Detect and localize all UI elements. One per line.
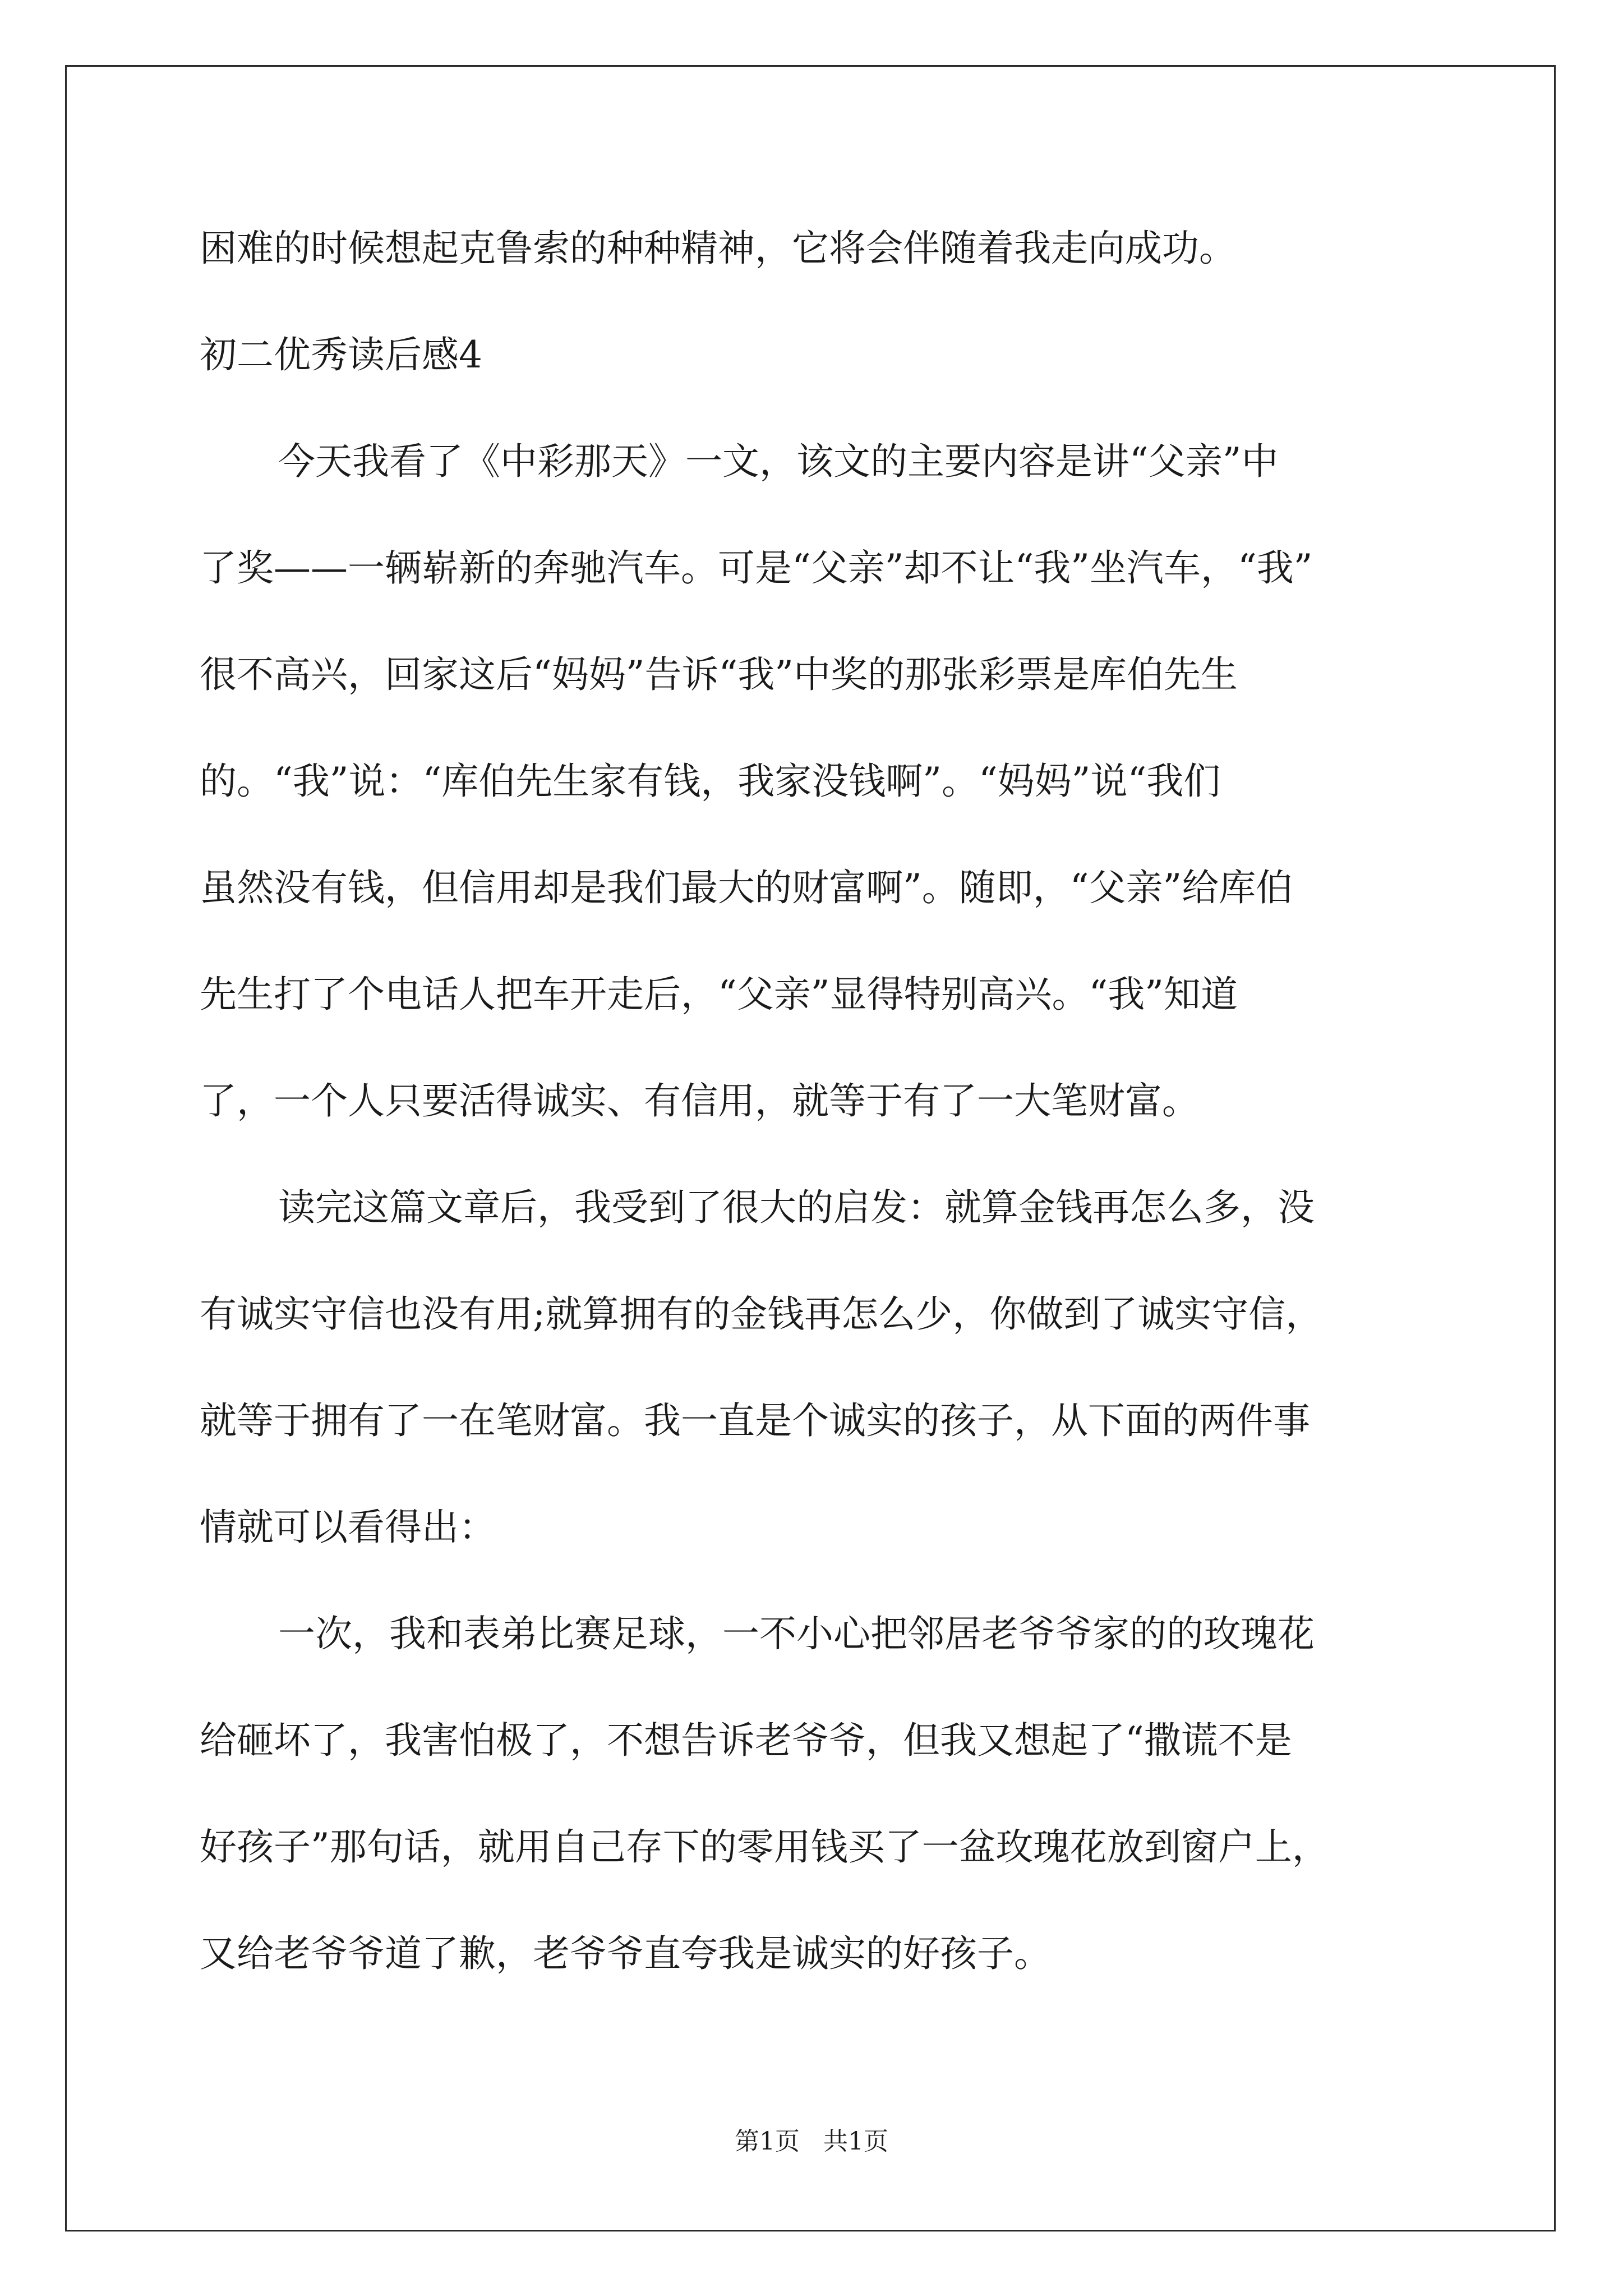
- text-line: 了，一个人只要活得诚实、有信用，就等于有了一大笔财富。: [200, 1079, 1199, 1122]
- text-line: 一次，我和表弟比赛足球，一不小心把邻居老爷爷家的的玫瑰花: [278, 1612, 1315, 1655]
- text-line: 的。“我”说：“库伯先生家有钱，我家没钱啊”。“妈妈”说“我们: [200, 760, 1221, 803]
- section-heading: 初二优秀读后感4: [200, 333, 482, 376]
- text-line: 困难的时候想起克鲁索的种种精神，它将会伴随着我走向成功。: [200, 227, 1236, 270]
- text-line: 好孩子”那句话，就用自己存下的零用钱买了一盆玫瑰花放到窗户上，: [200, 1825, 1329, 1869]
- text-line: 今天我看了《中彩那天》一文，该文的主要内容是讲“父亲”中: [278, 440, 1279, 483]
- text-line: 就等于拥有了一在笔财富。我一直是个诚实的孩子，从下面的两件事: [200, 1399, 1310, 1442]
- text-line: 虽然没有钱，但信用却是我们最大的财富啊”。随即，“父亲”给库伯: [200, 866, 1293, 909]
- page-footer: 第1页 共1页: [735, 2127, 888, 2156]
- text-line: 情就可以看得出：: [200, 1506, 496, 1549]
- text-line: 又给老爷爷道了歉，老爷爷直夸我是诚实的好孩子。: [200, 1932, 1051, 1975]
- text-line: 很不高兴，回家这后“妈妈”告诉“我”中奖的那张彩票是库伯先生: [200, 653, 1238, 696]
- text-line: 先生打了个电话人把车开走后，“父亲”显得特别高兴。“我”知道: [200, 973, 1238, 1016]
- text-line: 读完这篇文章后，我受到了很大的启发：就算金钱再怎么多，没: [278, 1186, 1315, 1229]
- text-line: 有诚实守信也没有用;就算拥有的金钱再怎么少，你做到了诚实守信，: [200, 1292, 1323, 1336]
- text-line: 了奖——一辆崭新的奔驰汽车。可是“父亲”却不让“我”坐汽车，“我”: [200, 546, 1313, 590]
- page-border: [65, 65, 1556, 2231]
- text-line: 给砸坏了，我害怕极了，不想告诉老爷爷，但我又想起了“撒谎不是: [200, 1719, 1292, 1762]
